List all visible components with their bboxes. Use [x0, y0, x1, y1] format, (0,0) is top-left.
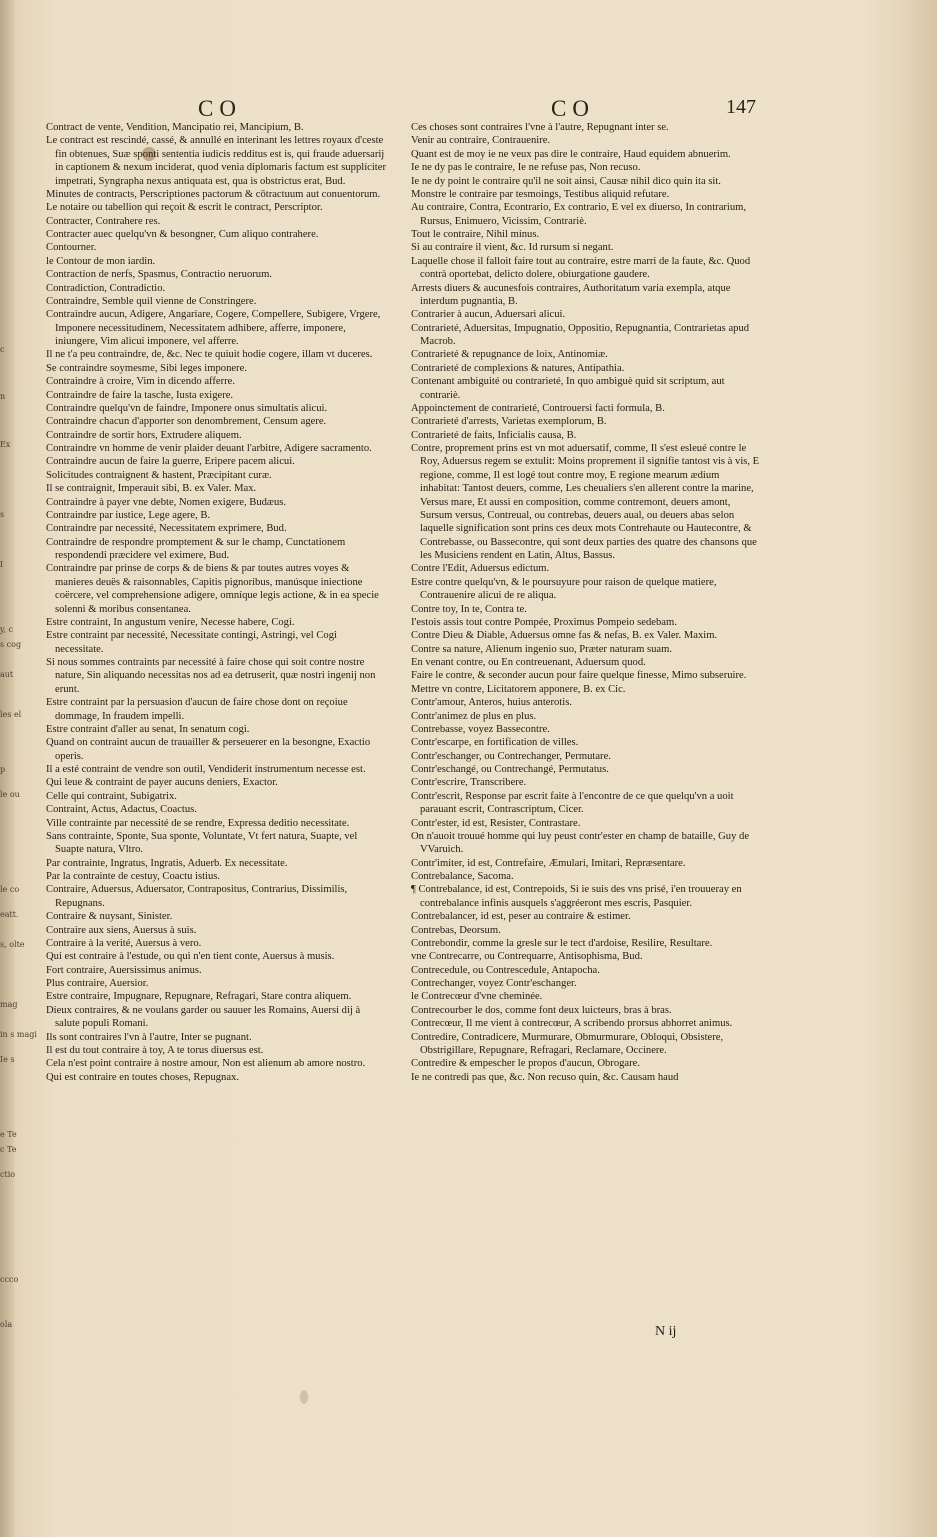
dictionary-entry: Par contrainte, Ingratus, Ingratis, Aduerb. Ex necessitate.: [46, 857, 288, 869]
dictionary-entry: Contradiction, Contradictio.: [46, 282, 166, 294]
right-column: [411, 121, 761, 1084]
dictionary-entry: Dieux contraires, & ne voulans garder ou sauuer les Romains, Auersi dij à salute populi Romani.: [46, 1004, 361, 1030]
margin-note: le co: [0, 885, 20, 894]
dictionary-entry: Contr'animez de plus en plus.: [411, 710, 537, 722]
dictionary-entry: Solicitudes contraignent & hastent, Præcipitant curæ.: [46, 469, 272, 481]
dictionary-entry: Plus contraire, Auersior.: [46, 978, 149, 989]
margin-note: ctio: [0, 1170, 16, 1179]
margin-note: le ou: [0, 790, 20, 799]
dictionary-entry: Contrarieté & repugnance de loix, Antinomiæ.: [411, 349, 608, 361]
dictionary-entry: Celle qui contraint, Subigatrix.: [46, 790, 177, 802]
dictionary-entry: Ie ne contredi pas que, &c. Non recuso quin, &c. Causam haud: [411, 1071, 679, 1083]
dictionary-entry: Qui leue & contraint de payer aucuns deniers, Exactor.: [46, 777, 278, 789]
dictionary-entry: Contrebalancer, id est, peser au contraire & estimer.: [411, 911, 631, 923]
dictionary-entry: Contr'eschangé, ou Contrechangé, Permutatus.: [411, 764, 609, 775]
dictionary-entry: Contrarieté de complexions & natures, Antipathia.: [411, 362, 625, 374]
dictionary-entry: Mettre vn contre, Licitatorem apponere, B. ex Cic.: [411, 683, 626, 695]
margin-note: p: [0, 765, 6, 774]
dictionary-entry: Contraindre aucun, Adigere, Angariare, Cogere, Compellere, Subigere, Vrgere, Imponere necessitudinem, Necessitatem adhibere, afferre, imponere, iniungere, Vim alicui imponere, vel afferre.: [46, 309, 381, 347]
dictionary-entry: Se contraindre soymesme, Sibi leges imponere.: [46, 362, 247, 374]
dictionary-entry: Contr'escarpe, en fortification de villes.: [411, 737, 579, 749]
margin-note: c: [0, 345, 5, 354]
margin-note: s: [0, 510, 5, 519]
dictionary-entry: Laquelle chose il falloit faire tout au contraire, estre marri de la faute, &c. Quod contrà oportebat, delicto dolere, obiurgatione gaudere.: [411, 255, 751, 281]
dictionary-entry: I'estois assis tout contre Pompée, Proximus Pompeio sedebam.: [411, 616, 677, 628]
dictionary-entry: Contrecedule, ou Contrescedule, Antapocha.: [411, 964, 600, 976]
dictionary-entry: Quand on contraint aucun de trauailler & perseuerer en la besongne, Exactio operis.: [46, 737, 371, 762]
dictionary-entry: Contr'imiter, id est, Contrefaire, Æmulari, Imitari, Repræsentare.: [411, 857, 686, 869]
margin-note: e Te: [0, 1130, 17, 1139]
dictionary-entry: Contrarieté, Aduersitas, Impugnatio, Oppositio, Repugnantia, Contrarietas apud Macrob.: [411, 322, 750, 347]
page-number: 147: [726, 96, 756, 118]
dictionary-entry: Contourner.: [46, 242, 97, 254]
margin-note: in s magi: [0, 1030, 37, 1039]
dictionary-entry: Quant est de moy ie ne veux pas dire le contraire, Haud equidem abnuerim.: [411, 148, 731, 160]
dictionary-entry: Estre contre quelqu'vn, & le poursuyure pour raison de quelque matiere, Contrauenire alicui de re aliqua.: [411, 576, 717, 602]
signature-mark: N ij: [655, 1324, 677, 1339]
dictionary-entry: Contrebalance, Sacoma.: [411, 871, 514, 882]
dictionary-entry: Ces choses sont contraires l'vne à l'autre, Repugnant inter se.: [411, 122, 669, 133]
dictionary-entry: Il a esté contraint de vendre son outil, Vendiderit instrumentum necesse est.: [46, 764, 366, 775]
dictionary-entry: Sans contrainte, Sponte, Sua sponte, Voluntate, Vt fert natura, Suapte, vel Suapte natura, Vltro.: [46, 830, 358, 856]
margin-note: Ie s: [0, 1055, 15, 1064]
dictionary-entry: Contr'escrit, Response par escrit faite à l'encontre de ce que quelqu'vn a uoit parauant escrit, Contrascriptum, Cicer.: [411, 790, 734, 816]
dictionary-entry: Monstre le contraire par tesmoings, Testibus aliquid refutare.: [411, 188, 670, 200]
dictionary-entry: Tout le contraire, Nihil minus.: [411, 229, 540, 240]
margin-note: mag: [0, 1000, 18, 1009]
dictionary-entry: Contrebasse, voyez Bassecontre.: [411, 723, 550, 735]
dictionary-entry: Faire le contre, & seconder aucun pour faire quelque finesse, Mimo subseruire.: [411, 670, 747, 682]
dictionary-entry: Estre contraint d'aller au senat, In senatum cogi.: [46, 723, 250, 735]
dictionary-entry: Contraindre, Semble quil vienne de Constringere.: [46, 295, 257, 307]
dictionary-entry: Contrebondir, comme la gresle sur le tect d'ardoise, Resilire, Resultare.: [411, 937, 713, 949]
dictionary-entry: Cela n'est point contraire à nostre amour, Non est alienum ab amore nostro.: [46, 1058, 366, 1070]
dictionary-entry: Contraire aux siens, Auersus à suis.: [46, 924, 197, 936]
dictionary-entry: Minutes de contracts, Perscriptiones pactorum & cōtractuum aut conuentorum.: [46, 188, 381, 200]
dictionary-entry: Si nous sommes contraints par necessité à faire chose qui soit contre nostre nature, Sin aliquando necessitas nos ad ea detruserit, quæ nostri ingenij non erunt.: [46, 657, 376, 695]
dictionary-entry: Contraction de nerfs, Spasmus, Contractio neruorum.: [46, 269, 272, 281]
margin-note: aut: [0, 670, 14, 679]
dictionary-entry: Contr'eschanger, ou Contrechanger, Permutare.: [411, 750, 611, 762]
margin-note: n: [0, 392, 6, 401]
dictionary-entry: Contrecœur, Il me vient à contrecœur, A scribendo prorsus abhorret animus.: [411, 1018, 733, 1030]
dictionary-entry: vne Contrecarre, ou Contrequarre, Antisophisma, Bud.: [411, 951, 643, 963]
margin-note: s, olte: [0, 940, 25, 949]
dictionary-entry: Contraindre par prinse de corps & de biens & par toutes autres voyes & manieres deuës & raisonnables, Capitis pignoribus, manúsque iniectione coërcere, vel comprehensione adigere, omníque legis actione, & in ea specie solenni & moribus consentanea.: [46, 563, 379, 615]
margin-note: ccco: [0, 1275, 19, 1284]
dictionary-entry: Qui est contraire en toutes choses, Repugnax.: [46, 1071, 239, 1083]
dictionary-entry: En venant contre, ou En contreuenant, Aduersum quod.: [411, 657, 646, 668]
dictionary-entry: Ie ne dy pas le contraire, Ie ne refuse pas, Non recuso.: [411, 162, 641, 174]
dictionary-entry: Il se contraignit, Imperauit sibi, B. ex Valer. Max.: [46, 483, 257, 495]
dictionary-entry: Contraire à la verité, Auersus à vero.: [46, 937, 202, 949]
dictionary-entry: Contraindre quelqu'vn de faindre, Imponere onus simultatis alicui.: [46, 402, 328, 414]
dictionary-entry: Par la contrainte de cestuy, Coactu istius.: [46, 871, 221, 882]
dictionary-entry: Contraint, Actus, Adactus, Coactus.: [46, 804, 197, 816]
dictionary-entry: Qui est contraire à l'estude, ou qui n'en tient conte, Auersus à musis.: [46, 951, 335, 963]
dictionary-entry: Il est du tout contraire à toy, A te torus diuersus est.: [46, 1044, 264, 1056]
dictionary-entry: Contr'ester, id est, Resister, Contrastare.: [411, 817, 581, 829]
dictionary-entry: Contraindre aucun de faire la guerre, Eripere pacem alicui.: [46, 456, 295, 468]
dictionary-entry: Ville contrainte par necessité de se rendre, Expressa deditio necessitate.: [46, 817, 350, 829]
dictionary-entry: Le contract est rescindé, cassé, & annullé en interinant les lettres royaux d'ceste fin obtenues, Suæ sponti sententia iudicis redditus est is, qui fraude aduersarij in captionem & nexum inciderat, quod venia diplomaris factum est supplíciter impetrati, Syngrapha nexus antiquata est, qua is obstrictus erat, Bud.: [46, 135, 386, 187]
dictionary-entry: Si au contraire il vient, &c. Id rursum si negant.: [411, 242, 614, 254]
dictionary-entry: Ie ne dy point le contraire qu'il ne soit ainsi, Causæ nihil dico quin ita sit.: [411, 175, 721, 187]
dictionary-entry: ¶ Contrebalance, id est, Contrepoids, Si ie suis des vns prisé, i'en trouueray en contrebalance infinis ausquels s'aggréeront mes escris, Pasquier.: [411, 884, 742, 909]
margin-note: Ex: [0, 440, 11, 449]
dictionary-entry: Fort contraire, Auersissimus animus.: [46, 964, 202, 976]
dictionary-entry: Contr'escrire, Transcribere.: [411, 777, 527, 789]
dictionary-entry: Contraire, Aduersus, Aduersator, Contrapositus, Contrarius, Dissimilis, Repugnans.: [46, 884, 348, 909]
dictionary-entry: On n'auoit trouué homme qui luy peust contr'ester en champ de bataille, Guy de VVaruich.: [411, 830, 750, 856]
running-head-right: CO: [551, 96, 595, 121]
dictionary-entry: Contrarieté d'arrests, Varietas exemplorum, B.: [411, 416, 607, 428]
dictionary-entry: Contrechanger, voyez Contr'eschanger.: [411, 978, 577, 989]
dictionary-entry: Contract de vente, Vendition, Mancipatio rei, Mancipium, B.: [46, 122, 304, 133]
dictionary-entry: Ils sont contraires l'vn à l'autre, Inter se pugnant.: [46, 1031, 252, 1043]
dictionary-entry: Contraindre à croire, Vim in dicendo afferre.: [46, 376, 235, 388]
margin-note: y, c: [0, 625, 14, 634]
dictionary-entry: Contracter auec quelqu'vn & besongner, Cum aliquo contrahere.: [46, 229, 319, 240]
dictionary-entry: Contr'amour, Anteros, huius anterotis.: [411, 697, 572, 709]
dictionary-entry: Contrebas, Deorsum.: [411, 924, 501, 936]
left-column: [46, 121, 386, 1084]
dictionary-entry: Contre Dieu & Diable, Aduersus omne fas & nefas, B. ex Valer. Maxim.: [411, 630, 718, 642]
dictionary-entry: Contre sa nature, Alienum ingenio suo, Præter naturam suam.: [411, 643, 672, 655]
dictionary-entry: Contenant ambiguité ou contrarieté, In quo ambiguè quid sit scriptum, aut contrariè.: [411, 376, 725, 401]
dictionary-entry: Contraindre chacun d'apporter son denombrement, Censum agere.: [46, 416, 327, 428]
dictionary-entry: Estre contraint par la persuasion d'aucun de faire chose dont on reçoiue dommage, In fraudem impelli.: [46, 697, 348, 722]
dictionary-entry: Contraindre à payer vne debte, Nomen exigere, Budæus.: [46, 496, 287, 508]
dictionary-entry: le Contour de mon iardin.: [46, 255, 156, 267]
dictionary-entry: Au contraire, Contra, Econtrario, Ex contrario, E vel ex diuerso, In contrarium, Rursus, Enimuero, Vicissim, Contrariè.: [411, 202, 747, 227]
dictionary-entry: Estre contraint par necessité, Necessitate contingi, Astringi, vel Cogi necessitate.: [46, 630, 337, 655]
dictionary-entry: Venir au contraire, Contrauenire.: [411, 135, 551, 147]
dictionary-entry: Appoinctement de contrarieté, Controuersi facti formula, B.: [411, 402, 665, 414]
dictionary-entry: Contraindre de respondre promptement & sur le champ, Cunctationem respondendi præcidere vel eximere, Bud.: [46, 536, 346, 561]
dictionary-entry: Contraire & nuysant, Sinister.: [46, 911, 173, 923]
margin-note: ola: [0, 1320, 13, 1329]
dictionary-entry: Contraindre de sortir hors, Extrudere aliquem.: [46, 429, 242, 441]
dictionary-entry: Contre l'Edit, Aduersus edictum.: [411, 563, 550, 575]
dictionary-entry: Estre contraint, In angustum venire, Necesse habere, Cogi.: [46, 616, 295, 628]
stain: [300, 1390, 308, 1404]
dictionary-entry: le Contrecœur d'vne cheminée.: [411, 991, 543, 1003]
dictionary-entry: Le notaire ou tabellion qui reçoit & escrit le contract, Perscriptor.: [46, 202, 323, 214]
dictionary-entry: Il ne t'a peu contraindre, de, &c. Nec te quiuit hodie cogere, illam vt duceres.: [46, 349, 373, 361]
margin-note: s cog: [0, 640, 22, 649]
dictionary-entry: Arrests diuers & aucunesfois contraires, Authoritatum varia exempla, atque interdum pugnantia, B.: [411, 282, 731, 307]
margin-note: eatt.: [0, 910, 19, 919]
dictionary-entry: Contraindre par iustice, Lege agere, B.: [46, 509, 211, 521]
dictionary-entry: Contraindre de faire la tasche, Iusta exigere.: [46, 389, 234, 401]
running-head-left: CO: [198, 96, 242, 121]
dictionary-entry: Contredire & empescher le propos d'aucun, Obrogare.: [411, 1058, 641, 1070]
dictionary-entry: Contredire, Contradicere, Murmurare, Obmurmurare, Obloqui, Obsistere, Obstrigillare, Repugnare, Refragari, Reclamare, Occinere.: [411, 1031, 724, 1056]
margin-note: les el: [0, 710, 22, 719]
dictionary-entry: Contrarieté de faits, Inficialis causa, B.: [411, 429, 577, 441]
dictionary-entry: Contraindre vn homme de venir plaider deuant l'arbitre, Adigere sacramento.: [46, 443, 372, 454]
dictionary-entry: Contrecourber le dos, comme font deux luicteurs, bras à bras.: [411, 1004, 672, 1016]
margin-note: I: [0, 560, 4, 569]
dictionary-entry: Estre contraire, Impugnare, Repugnare, Refragari, Stare contra aliquem.: [46, 991, 352, 1003]
dictionary-entry: Contraindre par necessité, Necessitatem exprimere, Bud.: [46, 523, 287, 535]
dictionary-entry: Contre toy, In te, Contra te.: [411, 603, 527, 615]
dictionary-entry: Contrarier à aucun, Aduersari alicui.: [411, 309, 566, 321]
dictionary-entry: Contracter, Contrahere res.: [46, 215, 161, 227]
dictionary-entry: Contre, proprement prins est vn mot aduersatif, comme, Il s'est esleué contre le Roy, Aduersus regem se extulit: Moins proprement il signifie tantost vis à vis, E regione, comme, Il est logé tout contre moy, E regione mearum ædium inhabitat: Tantost deuers, comme, Les cheualiers s'en allerent contre la marine, Versus mare, Et aussi en composition, comme contremont, deuers amont, Sursum versus, Contreual, ou contrebas, deuers aual, ou deuers abas selon laquelle signification sont prins ces deux mots Contrehaute ou Hautecontre, & Contrebasse, ou Bassecontre, qui sont deux parties des quatre des chansons que les Musiciens rendent en Latin, Altus, Bassus.: [411, 443, 760, 561]
margin-note: c Te: [0, 1145, 17, 1154]
